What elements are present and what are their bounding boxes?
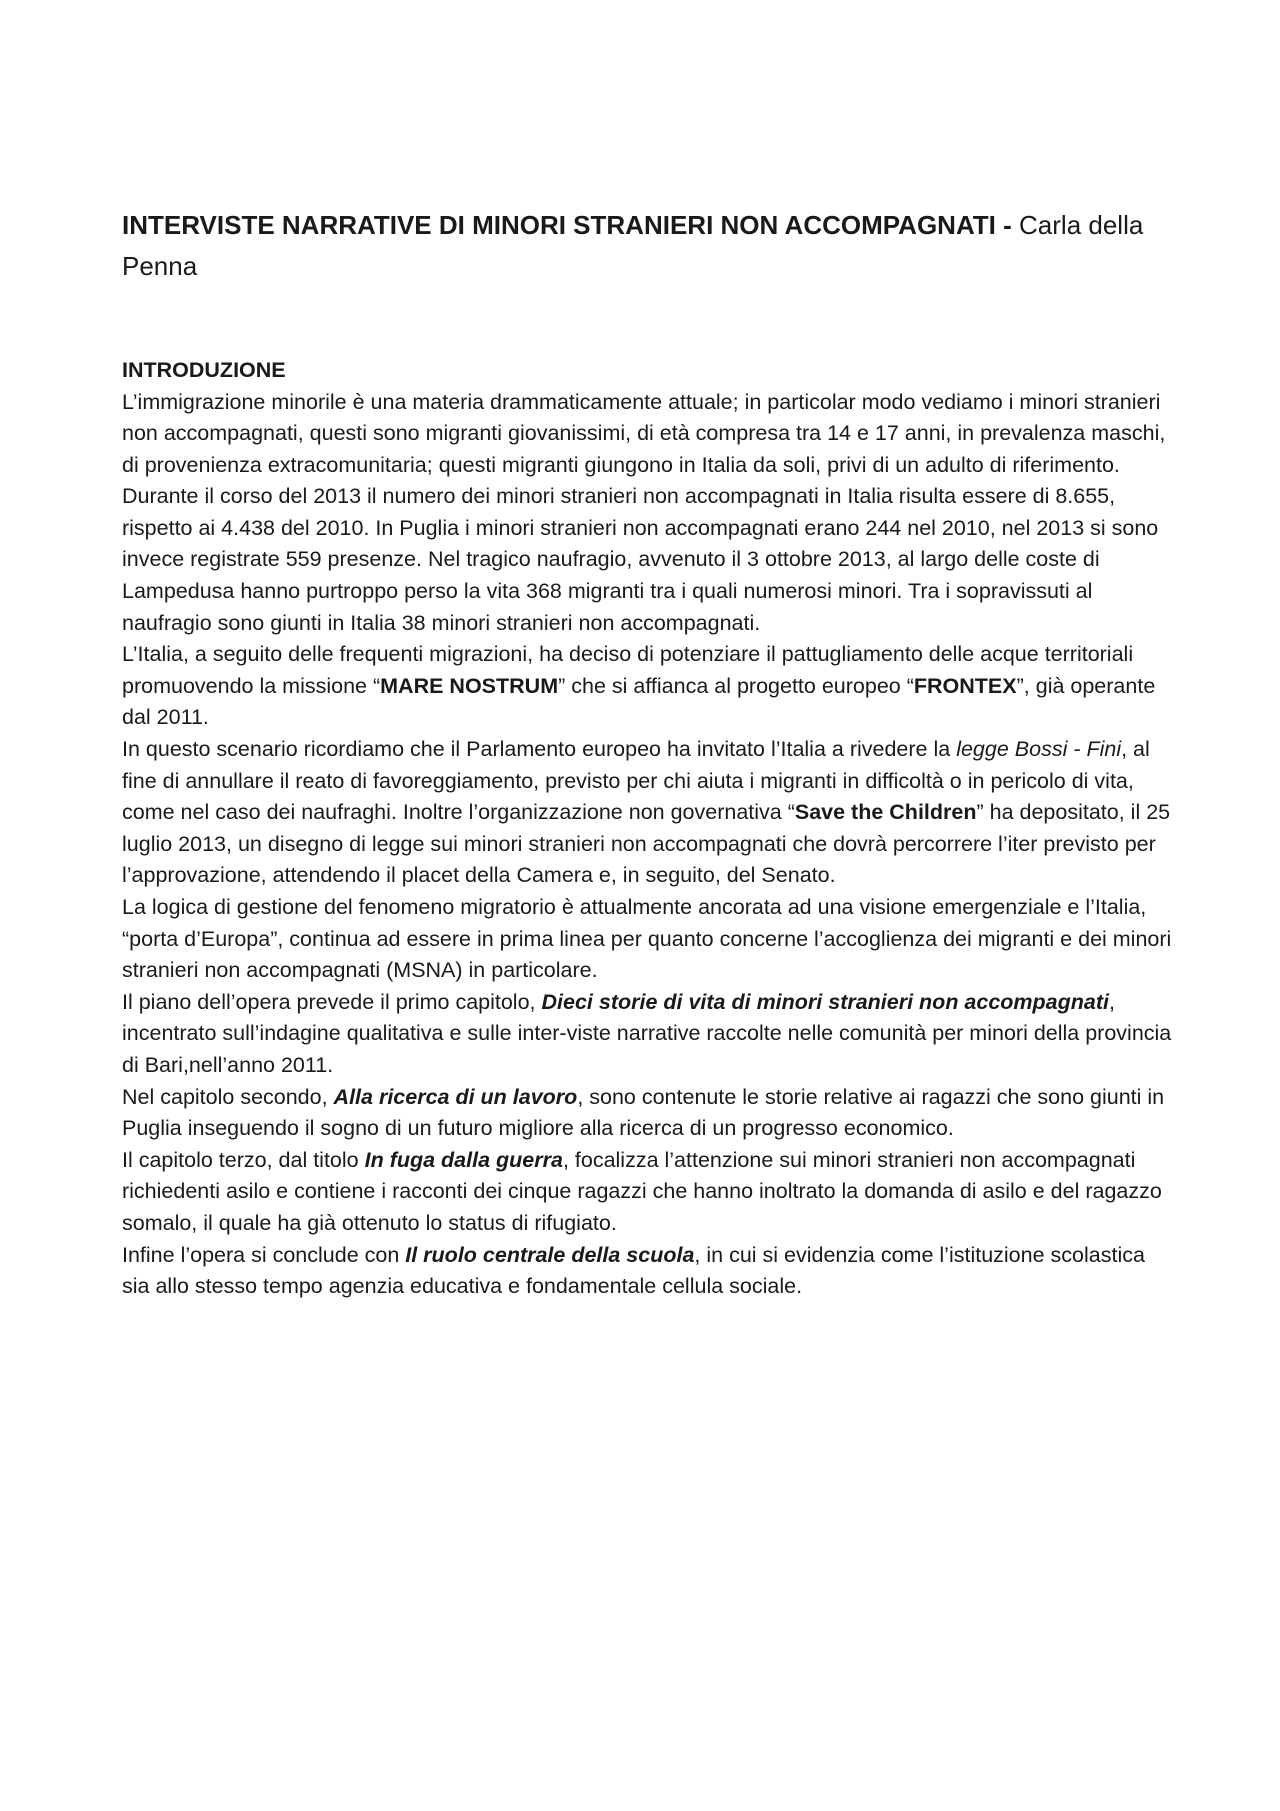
frontex-bold: FRONTEX (913, 673, 1017, 698)
paragraph-4 (122, 734, 1172, 892)
mare-nostrum-bold: MARE NOSTRUM (380, 673, 559, 698)
chapter-2-title: Alla ricerca di un lavoro (333, 1084, 578, 1109)
paragraph-3 (122, 639, 1172, 734)
paragraph-9 (122, 1240, 1172, 1303)
chapter-1-title: Dieci storie di vita di minori stranieri non accompagnati (541, 989, 1109, 1014)
paragraph-1: L’immigrazione minorile è una materia drammaticamente attuale; in particolar modo vediamo i minori stranieri non accompagnati, questi sono migranti giovanissimi, di età compresa tra 14 e 17 anni, in prevalenza maschi, di provenienza extracomunitaria; questi migranti giungono in Italia da soli, privi di un adulto di riferimento. (122, 389, 1166, 477)
save-the-children-bold: Save the Children (794, 800, 977, 825)
p3-text-e: ”, già operante dal 2011. (122, 673, 1156, 730)
chapter-4-title: Il ruolo centrale della scuola (405, 1242, 695, 1267)
p6-text-a: Il piano dell’opera prevede il primo capitolo, (122, 989, 542, 1014)
paragraph-5: La logica di gestione del fenomeno migratorio è attualmente ancorata ad una visione emergenziale e l’Italia, “porta d’Europa”, continua ad essere in prima linea per quanto concerne l’accoglienza dei migranti e dei minori stranieri non accompagnati (MSNA) in particolare. (122, 895, 1172, 983)
p6-text-c: , incentrato sull’indagine qualitativa e sulle inter-viste narrative raccolte nelle comunità per minori della provincia di Bari,nell’anno 2011. (122, 989, 1172, 1077)
title-main: INTERVISTE NARRATIVE DI MINORI STRANIERI NON ACCOMPAGNATI - (122, 210, 1012, 240)
paragraph-6 (122, 987, 1172, 1082)
chapter-3-title: In fuga dalla guerra (364, 1147, 563, 1172)
paragraph-2: Durante il corso del 2013 il numero dei minori stranieri non accompagnati in Italia risulta essere di 8.655, rispetto ai 4.438 del 2010. In Puglia i minori stranieri non accompagnati erano 244 nel 2010, nel 2013 si sono invece registrate 559 presenze. Nel tragico naufragio, avvenuto il 3 ottobre 2013, al largo delle coste di Lampedusa hanno purtroppo perso la vita 368 migranti tra i quali numerosi minori. Tra i sopravissuti al naufragio sono giunti in Italia 38 minori stranieri non accompagnati. (122, 484, 1159, 635)
section-heading: INTRODUZIONE (122, 358, 286, 382)
legge-bossi-fini-italic: legge Bossi - Fini (956, 737, 1122, 762)
document-page (122, 205, 1172, 1303)
p8-text-a: Il capitolo terzo, dal titolo (122, 1147, 365, 1172)
p8-text-c: , focalizza l’attenzione sui minori stranieri non accompagnati richiedenti asilo e contiene i racconti dei cinque ragazzi che hanno inoltrato la domanda di asilo e del ragazzo somalo, il quale ha già ottenuto lo status di rifugiato. (122, 1147, 1162, 1235)
p9-text-a: Infine l’opera si conclude con (122, 1242, 406, 1267)
paragraph-7 (122, 1082, 1172, 1145)
p3-text-a: L’Italia, a seguito delle frequenti migrazioni, ha deciso di potenziare il pattugliamento delle acque territoriali promuovendo la missione “ (122, 642, 1134, 698)
p4-text-c: , al fine di annullare il reato di favoreggiamento, previsto per chi aiuta i migranti in difficoltà o in pericolo di vita, come nel caso dei naufraghi. Inoltre l’organizzazione non governativa “ (122, 737, 1150, 825)
p7-text-c: , sono contenute le storie relative ai ragazzi che sono giunti in Puglia inseguendo il sogno di un futuro migliore alla ricerca di un progresso economico. (122, 1084, 1165, 1141)
p4-text-a: In questo scenario ricordiamo che il Parlamento europeo ha invitato l’Italia a rivedere la (122, 737, 957, 762)
title-author: Carla della Penna (122, 210, 1144, 281)
p9-text-c: , in cui si evidenzia come l’istituzione scolastica sia allo stesso tempo agenzia educativa e fondamentale cellula sociale. (122, 1242, 1145, 1299)
p4-text-e: ” ha depositato, il 25 luglio 2013, un disegno di legge sui minori stranieri non accompagnati che dovrà percorrere l’iter previsto per l’approvazione, attendendo il placet della Camera e, in seguito, del Senato. (122, 800, 1171, 888)
p7-text-a: Nel capitolo secondo, (122, 1084, 334, 1109)
p3-text-c: ” che si affianca al progetto europeo “ (558, 673, 914, 698)
paragraph-8 (122, 1145, 1172, 1240)
document-title (122, 205, 1172, 287)
